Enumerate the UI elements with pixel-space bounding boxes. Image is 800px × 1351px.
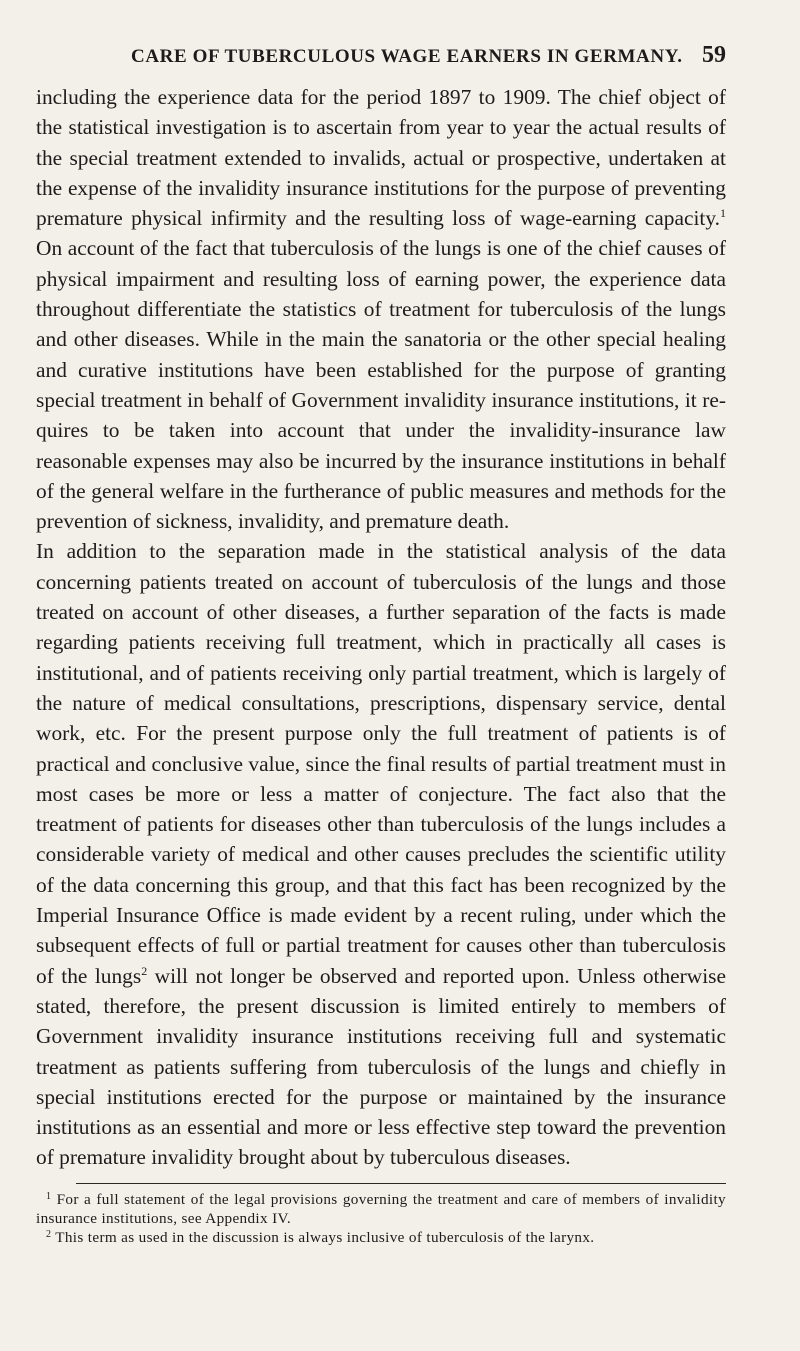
paragraph-text: In addition to the separation made in the statistical analysis of the data concerning patients treated on account of tuberculosis of the lungs and those treated on account of other diseases, a further separation of the facts is made regarding patients receiving full treatment, which in practically all cases is institutional, and of patients receiving only partial treatment, which is largely of the nature of medical consultations, prescriptions, dispensary service, dental work, etc. For the present purpose only the full treatment of patients is of practical and conclusive value, since the final results of partial treatment must in most cases be more or less a matter of conjecture. The fact also that the treatment of patients for diseases other than tuberculosis of the lungs includes a considerable variety of medical and other causes precludes the scientific utility of the data concerning this group, and that this fact has been recognized by the Imperial Insurance Office is made evident by a recent ruling, under which the subsequent effects of full or partial treatment for causes other than tuberculosis of the lungs <box>36 539 726 988</box>
footnote-mark: 2 <box>46 1228 52 1240</box>
footnote-text: For a full statement of the legal provisions governing the treatment and care of members of invalidity insurance institutions, see Appendix IV. <box>36 1190 726 1227</box>
footnote <box>36 1190 726 1228</box>
footnotes <box>36 1190 726 1247</box>
paragraph <box>36 82 726 536</box>
running-head: CARE OF TUBERCULOUS WAGE EARNERS IN GERMANY. <box>131 46 683 67</box>
footnote-ref: 1 <box>720 206 726 221</box>
page-number: 59 <box>702 42 726 68</box>
paragraph-text: including the experience data for the period 1897 to 1909. The chief object of the statistical investigation is to ascertain from year to year the actual results of the special treatment extended to invalids, actual or prospective, undertaken at the expense of the invalidity insurance institutions for the purpose of preventing premature physical infirmity and the resulting loss of wage-earning capacity. <box>36 85 726 231</box>
paragraph-text: On account of the fact that tuberculosis of the lungs is one of the chief causes of physical impairment and resulting loss of earning power, the experience data throughout differentiate the statistics of treatment for tuberculosis of the lungs and other diseases. While in the main the sanatoria or the other special healing and curative institutions have been established for the purpose of granting special treatment in behalf of Government invalidity insurance institutions, it requires to be taken into account that under the invalidity-insurance law reasonable expenses may also be incurred by the insurance institutions in behalf of the general welfare in the furtherance of public measures and methods for the prevention of sickness, invalidity, and premature death. <box>36 236 726 534</box>
paragraph <box>36 536 726 1172</box>
page-header <box>36 42 726 82</box>
paragraph-text: will not longer be observed and reported upon. Unless otherwise stated, therefore, the present discussion is limited entirely to members of Government invalidity insurance institutions receiving full and systematic treatment as patients suffering from tuberculosis of the lungs and chiefly in special institutions erected for the purpose or maintained by the insurance institutions as an essential and more or less effective step toward the prevention of premature invalidity brought about by tuberculous diseases. <box>36 963 726 1170</box>
footnote-text: This term as used in the discussion is always inclusive of tuberculosis of the larynx. <box>55 1228 595 1246</box>
body-text <box>36 82 726 1173</box>
footnote-mark: 1 <box>46 1190 52 1202</box>
footnote-ref: 2 <box>141 963 148 978</box>
footnote-divider <box>76 1183 726 1184</box>
document-page <box>36 42 726 1247</box>
footnote <box>36 1228 726 1247</box>
